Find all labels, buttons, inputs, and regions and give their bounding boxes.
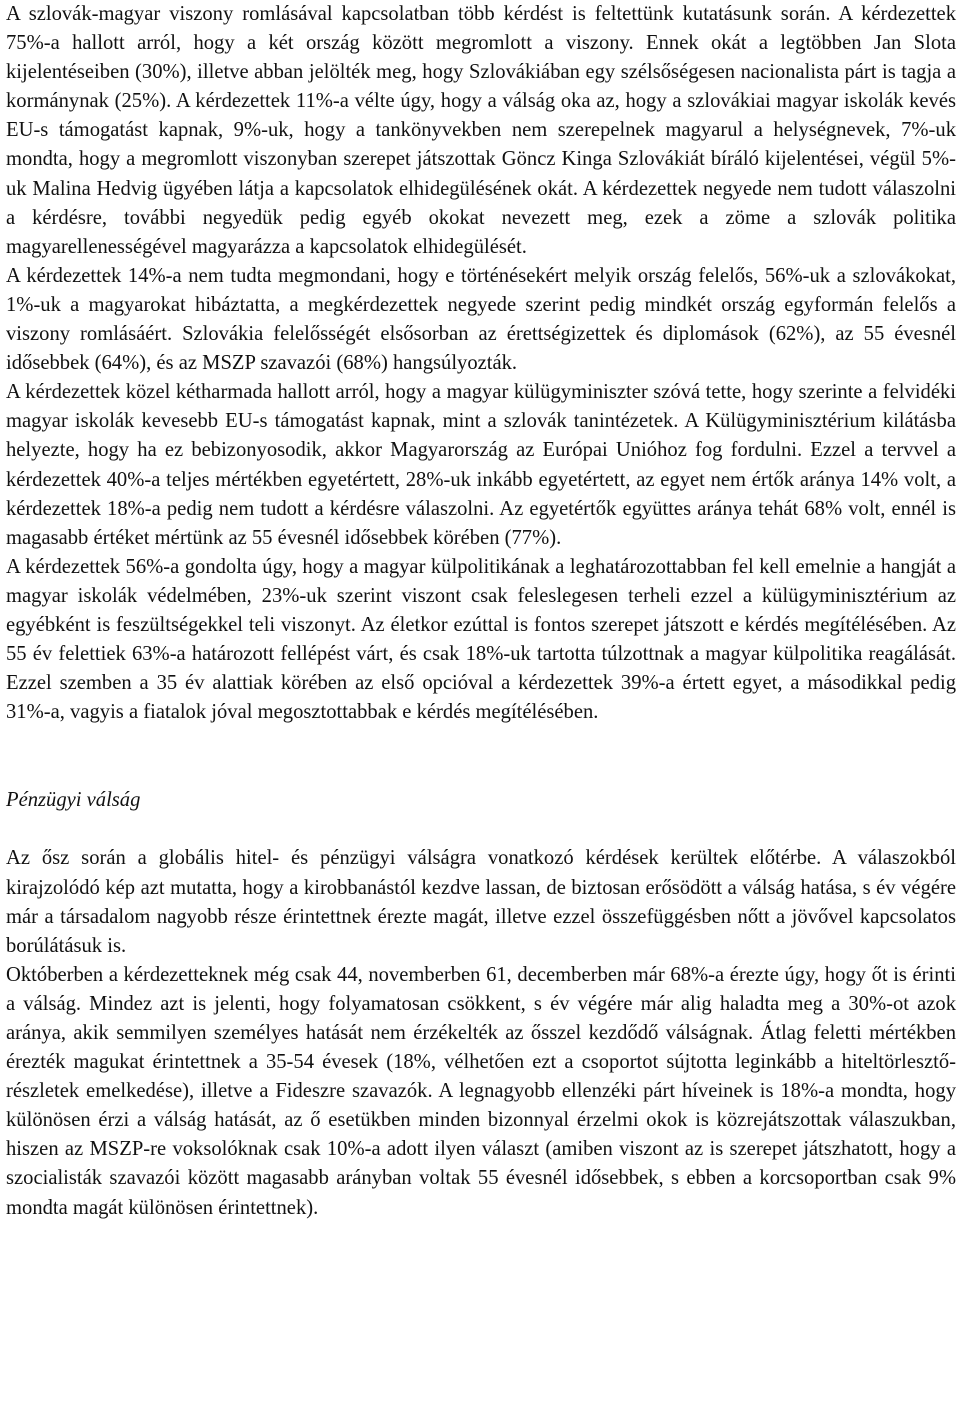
paragraph-2: A kérdezettek 14%-a nem tudta megmondani, hogy e történésekért melyik ország felelős, 56%-uk a szlovákokat, 1%-uk a magyarokat hibáztatta, a megkérdezettek negyede szerint pedig mindkét ország egyformán felelős a viszony romlásáért. Szlovákia felelősségét elsősorban az érettségizettek és diplomások (62%), az 55 évesnél idősebbek (64%), és az MSZP szavazói (68%) hangsúlyozták.	[6, 264, 956, 375]
paragraph-1: A szlovák-magyar viszony romlásával kapcsolatban több kérdést is feltettünk kutatásunk során. A kérdezettek 75%-a hallott arról, hogy a két ország között megromlott a viszony. Ennek okát a legtöbben Jan Slota kijelentéseiben (30%), illetve abban jelölték meg, hogy Szlovákiában egy szélsőségesen nacionalista párt is tagja a kormánynak (25%). A kérdezettek 11%-a vélte úgy, hogy a válság oka az, hogy a szlovákiai magyar iskolák kevés EU-s támogatást kapnak, 9%-uk, hogy a tankönyvekben nem szerepelnek magyarul a helységnevek, 7%-uk mondta, hogy a megromlott viszonyban szerepet játszottak Göncz Kinga Szlovákiát bíráló kijelentései, végül 5%-uk Malina Hedvig ügyében látja a kapcsolatok elhidegülésének okát. A kérdezettek negyede nem tudott válaszolni a kérdésre, további negyedük pedig egyéb okokat nevezett meg, ezek a zöme a szlovák politika magyarellenességével magyarázza a kapcsolatok elhidegülését.	[6, 3, 956, 258]
paragraph-3: A kérdezettek közel kétharmada hallott arról, hogy a magyar külügyminiszter szóvá tette, hogy szerinte a felvidéki magyar iskolák kevesebb EU-s támogatást kapnak, mint a szlovák tanintézetek. A Külügyminisztérium kilátásba helyezte, hogy ha ez bebizonyosodik, akkor Magyarország az Európai Unióhoz fog fordulni. Ezzel a tervvel a kérdezettek 40%-a teljes mértékben egyetértett, 28%-uk inkább egyetértett, az egyet nem értők aránya 14% volt, a kérdezettek 18%-a pedig nem tudott a kérdésre válaszolni. Az egyetértők együttes aránya tehát 68% volt, ennél is magasabb értéket mértünk az 55 évesnél idősebbek körében (77%).	[6, 381, 956, 549]
paragraph-6: Októberben a kérdezetteknek még csak 44, novemberben 61, decemberben már 68%-a érezte úgy, hogy őt is érinti a válság. Mindez azt is jelenti, hogy folyamatosan csökkent, s év végére már alig haladta meg a 30%-ot azok aránya, akik semmilyen személyes hatását nem érzékelték az ősszel kezdődő válságnak. Átlag feletti mértékben érezték magukat érintettnek a 35-54 évesek (18%, vélhetően ezt a csoportot sújtotta leginkább a hiteltörlesztő-részletek emelkedése), illetve a Fideszre szavazók. A legnagyobb ellenzéki párt híveinek is 18%-a mondta, hogy különösen érzi a válság hatását, az ő esetükben minden bizonnyal érzelmi okok is közrejátszottak válaszukban, hiszen az MSZP-re voksolóknak csak 10%-a adott ilyen választ (amiben viszont az is szerepet játszhatott, hogy a szocialisták szavazói között magasabb arányban voltak 55 évesnél idősebbek, s ebben a korcsoportban csak 9% mondta magát különösen érintettnek).	[6, 963, 956, 1219]
paragraph-5: Az ősz során a globális hitel- és pénzügyi válságra vonatkozó kérdések kerültek előtérbe. A válaszokból kirajzolódó kép azt mutatta, hogy a kirobbanástól kezdve lassan, de biztosan erősödött a válság hatása, s év végére már a társadalom nagyobb része érintettnek érezte magát, illetve ezzel összefüggésben nőtt a jövővel kapcsolatos borúlátásuk is.	[6, 847, 956, 957]
paragraph-4: A kérdezettek 56%-a gondolta úgy, hogy a magyar külpolitikának a leghatározottabban fel kell emelnie a hangját a magyar iskolák védelmében, 23%-uk szerint viszont csak feleslegesen terheli ezzel a külügyminisztérium az egyébként is feszültségekkel teli viszonyt. Az életkor ezúttal is fontos szerepet játszott e kérdés megítélésében. Az 55 év felettiek 63%-a határozott fellépést várt, és csak 18%-uk tartotta túlzottnak a magyar külpolitika reagálását. Ezzel szemben a 35 év alattiak körében az első opcióval a kérdezettek 39%-a értett egyet, a másodikkal pedig 31%-a, vagyis a fiatalok jóval megosztottabbak e kérdés megítélésében.	[6, 555, 956, 724]
section-heading: Pénzügyi válság	[6, 789, 141, 812]
